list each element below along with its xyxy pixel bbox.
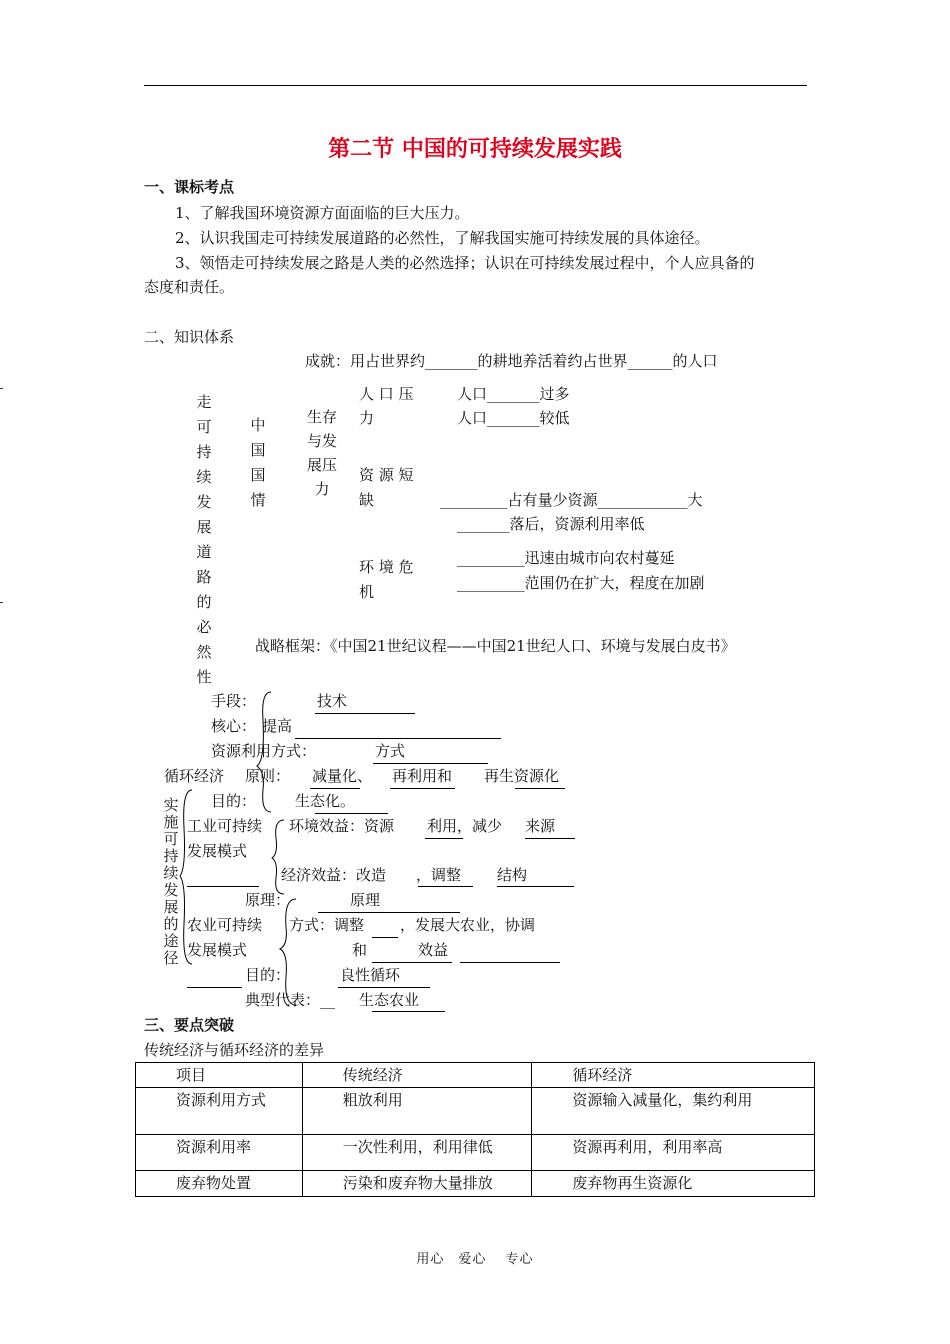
industrial-label-1: 工业可持续	[187, 817, 263, 835]
agri-benefit: 效益	[418, 941, 449, 959]
env-line-1: _________迅速由城市向农村蔓延	[457, 549, 675, 567]
agri-benefit-underline	[372, 962, 452, 963]
agri-label-1: 农业可持续	[187, 916, 263, 934]
goal-value: 生态化。	[295, 792, 356, 810]
margin-mark	[0, 388, 3, 389]
table-row	[136, 1088, 815, 1135]
objective-2: 2、认识我国走可持续发展道路的必然性，了解我国实施可持续发展的具体途径。	[175, 229, 710, 247]
table-header-cell: 传统经济	[302, 1063, 532, 1088]
table-header-row	[136, 1063, 815, 1088]
principle-underline-3	[515, 788, 565, 789]
table-cell: 资源输入减量化，集约利用	[532, 1088, 815, 1135]
industrial-label-2: 发展模式	[187, 842, 248, 860]
implementation-vertical-label: 实施可持续发展的途径	[163, 796, 179, 967]
principle-label: 原则：	[245, 767, 291, 785]
agri-principle-value: 原理	[350, 891, 381, 909]
principle-reuse: 再利用和	[392, 767, 453, 785]
agri-typical-underline	[372, 1011, 445, 1012]
means-underline	[315, 713, 415, 714]
header-rule	[144, 85, 807, 86]
table-caption: 传统经济与循环经济的差异	[144, 1041, 325, 1059]
table-cell: 资源利用率	[136, 1135, 303, 1171]
agri-goal-underline	[338, 987, 430, 988]
population-line-1: 人口_______过多	[457, 385, 570, 403]
econ-underline-1	[418, 886, 473, 887]
goal-label: 目的：	[211, 792, 257, 810]
env-benefit-underline-1	[425, 838, 463, 839]
agri-way-label: 方式：调整	[289, 916, 365, 934]
agri-principle-label: 原理：	[245, 891, 291, 909]
resource-shortage-l1: 资 源 短	[359, 466, 414, 484]
agri-typical-value: 生态农业	[359, 991, 420, 1009]
population-pressure-l2: 力	[359, 409, 375, 427]
table-cell: 废弃物再生资源化	[532, 1171, 815, 1197]
agri-typical-label: 典型代表：__	[245, 991, 336, 1009]
table-cell: 废弃物处置	[136, 1171, 303, 1197]
objective-1: 1、了解我国环境资源方面面临的巨大压力。	[175, 204, 470, 222]
china-conditions-label: 中国国情	[250, 416, 266, 509]
env-benefit-3: 来源	[525, 817, 556, 835]
principle-underline-2	[390, 788, 455, 789]
blank-underline-left	[187, 886, 259, 887]
env-line-2: _________范围仍在扩大，程度在加剧	[457, 574, 705, 592]
econ-benefit-label: 经济效益：改造	[281, 866, 387, 884]
objective-3-cont: 态度和责任。	[144, 278, 235, 296]
env-benefit-label: 环境效益：资源	[289, 817, 395, 835]
resource-use-underline	[373, 763, 488, 764]
population-line-2: 人口_______较低	[457, 409, 570, 427]
resource-line-1: _________占有量少资源____________大	[440, 491, 703, 509]
table-cell: 污染和废弃物大量排放	[302, 1171, 532, 1197]
agri-goal-value: 良性循环	[340, 966, 401, 984]
table-row	[136, 1171, 815, 1197]
margin-mark	[0, 602, 3, 603]
core-value: 提高	[262, 717, 293, 735]
page-footer: 用心 爱心 专心	[416, 1252, 534, 1267]
agri-and: 和	[352, 941, 368, 959]
econ-underline-2	[497, 886, 574, 887]
goal-underline	[315, 813, 388, 814]
table-cell: 资源利用方式	[136, 1088, 303, 1135]
objective-3: 3、领悟走可持续发展之路是人类的必然选择；认识在可持续发展过程中，个人应具备的	[175, 254, 755, 272]
table-row	[136, 1135, 815, 1171]
env-crisis-l1: 环 境 危	[359, 558, 414, 576]
env-crisis-l2: 机	[359, 583, 375, 601]
resource-use-label: 资源利用方式：	[211, 742, 317, 760]
resource-line-2: _______落后，资源利用率低	[457, 515, 645, 533]
survival-pressure-label: 生存与发展压力	[306, 408, 337, 498]
core-underline	[295, 738, 501, 739]
section-2-heading: 二、知识体系	[144, 328, 235, 346]
core-label: 核心：	[211, 717, 257, 735]
table-cell: 一次性利用，利用律低	[302, 1135, 532, 1171]
agri-principle-underline	[318, 912, 460, 913]
page-title: 第二节 中国的可持续发展实践	[328, 137, 622, 162]
agri-goal-label: 目的：	[245, 966, 291, 984]
env-benefit-2: 利用，减少	[427, 817, 503, 835]
econ-benefit-2: ，调整	[416, 866, 462, 884]
agri-benefit-underline-2	[460, 962, 560, 963]
principle-underline-1	[310, 788, 360, 789]
circular-economy-label: 循环经济	[164, 767, 225, 785]
section-3-heading: 三、要点突破	[144, 1016, 235, 1034]
econ-benefit-3: 结构	[497, 866, 528, 884]
table-header-cell: 项目	[136, 1063, 303, 1088]
principle-reduce: 减量化、	[312, 767, 373, 785]
table-cell: 资源再利用，利用率高	[532, 1135, 815, 1171]
resource-shortage-l2: 缺	[359, 491, 375, 509]
principle-recycle: 再生资源化	[484, 767, 560, 785]
means-label: 手段：	[211, 692, 257, 710]
env-benefit-underline-2	[525, 838, 575, 839]
resource-use-value: 方式	[375, 742, 406, 760]
agri-label-2: 发展模式	[187, 941, 248, 959]
strategy-framework: 战略框架：《中国21世纪议程——中国21世纪人口、环境与发展白皮书》	[255, 637, 736, 655]
section-1-heading: 一、课标考点	[144, 178, 235, 196]
necessity-vertical-label: 走可持续发展道路的必然性	[196, 393, 212, 686]
blank-underline-left-2	[187, 987, 242, 988]
achievement-line: 成就：用占世界约_______的耕地养活着约占世界______的人口	[305, 352, 718, 370]
table-cell: 粗放利用	[302, 1088, 532, 1135]
agri-way-2: ，发展大农业，协调	[400, 916, 536, 934]
means-value: 技术	[317, 692, 348, 710]
population-pressure-l1: 人 口 压	[359, 385, 414, 403]
table-header-cell: 循环经济	[532, 1063, 815, 1088]
agri-way-underline	[372, 937, 398, 938]
comparison-table	[135, 1062, 815, 1197]
